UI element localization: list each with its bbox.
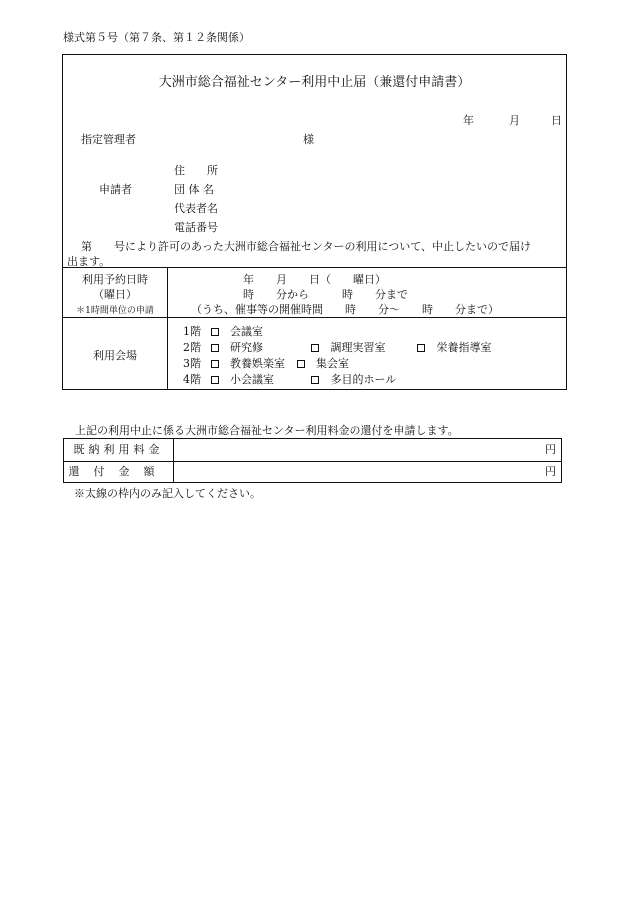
- refund-table: [63, 438, 562, 483]
- checkbox-cooking-room[interactable]: [311, 344, 319, 352]
- reservation-event-time-field[interactable]: （うち、催事等の開催時間 時 分～ 時 分まで）: [191, 303, 499, 316]
- honorific: 様: [303, 133, 314, 146]
- application-form-box: [62, 54, 567, 390]
- checkbox-multipurpose-hall[interactable]: [311, 376, 319, 384]
- reservation-weekday-label: （曜日）: [93, 288, 137, 301]
- checkbox-meeting-room[interactable]: [211, 328, 219, 336]
- paid-fee-row[interactable]: [64, 439, 561, 462]
- room-nutrition-room: 栄養指導室: [436, 341, 492, 354]
- room-training-room: 研究修: [230, 341, 263, 354]
- applicant-label: 申請者: [99, 183, 132, 196]
- checkbox-recreation-room[interactable]: [211, 360, 219, 368]
- paid-fee-unit: 円: [545, 443, 556, 456]
- floor-4-row-b: [309, 371, 396, 387]
- floor-3-row: [183, 355, 349, 371]
- floor-1-row: [183, 323, 263, 339]
- date-month-field[interactable]: 月: [509, 114, 520, 127]
- refund-intro: 上記の利用中止に係る大洲市総合福祉センター利用料金の還付を申請します。: [75, 424, 459, 437]
- applicant-representative-field[interactable]: 代表者名: [174, 202, 218, 215]
- checkbox-small-meeting-room[interactable]: [211, 376, 219, 384]
- floor-2-row: [183, 339, 263, 355]
- refund-amount-label: 還付金額: [64, 461, 174, 483]
- reservation-hourly-note: ＊1時間単位の申請: [76, 306, 154, 316]
- form-title: 大洲市総合福祉センター利用中止届（兼還付申請書）: [158, 75, 471, 90]
- date-year-field[interactable]: 年: [463, 114, 474, 127]
- column-divider: [167, 268, 168, 390]
- room-assembly-room: 集会室: [316, 357, 349, 370]
- statement-line-2: 出ます。: [67, 255, 111, 268]
- footnote: ※太線の枠内のみ記入してください。: [74, 487, 261, 500]
- applicant-phone-field[interactable]: 電話番号: [174, 221, 218, 234]
- floor-4-label: 4階: [183, 373, 201, 386]
- date-row: [463, 112, 562, 128]
- floor-2-row-c: [415, 339, 492, 355]
- applicant-address-field[interactable]: 住 所: [174, 164, 218, 177]
- venue-label: 利用会場: [93, 349, 137, 362]
- checkbox-nutrition-room[interactable]: [417, 344, 425, 352]
- checkbox-assembly-room[interactable]: [297, 360, 305, 368]
- form-number: 様式第５号（第７条、第１２条関係）: [63, 31, 250, 44]
- addressee: 指定管理者: [81, 133, 136, 146]
- reservation-date-field[interactable]: 年 月 日（ 曜日）: [243, 273, 386, 286]
- statement-line-1: 第 号により許可のあった大洲市総合福祉センターの利用について、中止したいので届け: [81, 240, 532, 253]
- checkbox-training-room[interactable]: [211, 344, 219, 352]
- reservation-label: 利用予約日時: [82, 273, 148, 286]
- floor-4-row: [183, 371, 274, 387]
- room-meeting-room: 会議室: [230, 325, 263, 338]
- room-multipurpose-hall: 多目的ホール: [330, 373, 397, 386]
- room-cooking-room: 調理実習室: [330, 341, 386, 354]
- applicant-group-name-field[interactable]: 団 体 名: [174, 183, 214, 196]
- refund-amount-row[interactable]: [64, 461, 561, 483]
- floor-3-label: 3階: [183, 357, 201, 370]
- room-small-meeting-room: 小会議室: [230, 373, 274, 386]
- floor-2-label: 2階: [183, 341, 201, 354]
- floor-2-row-b: [309, 339, 386, 355]
- date-day-field[interactable]: 日: [551, 114, 562, 127]
- room-recreation-room: 教養娯楽室: [230, 357, 285, 370]
- paid-fee-label: 既納利用料金: [64, 439, 174, 461]
- divider-venue: [63, 317, 566, 318]
- floor-1-label: 1階: [183, 325, 201, 338]
- reservation-time-field[interactable]: 時 分から 時 分まで: [243, 288, 408, 301]
- divider-reservation: [63, 267, 566, 268]
- refund-amount-unit: 円: [545, 465, 556, 478]
